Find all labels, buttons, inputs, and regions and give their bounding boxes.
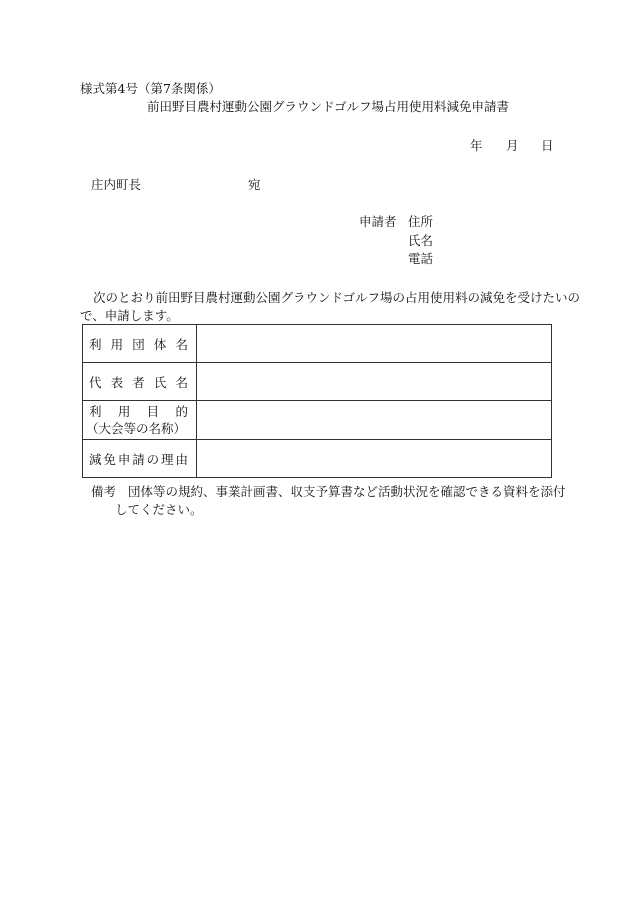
representative-label [83,373,196,391]
purpose-field[interactable] [197,401,552,440]
label-char: 表 [110,374,124,390]
org-name-label-cell [83,325,197,363]
purpose-label [83,403,196,420]
label-char: 的 [175,404,188,419]
applicant-name-label: 氏名 [408,233,434,248]
label-char: 申 [117,451,131,467]
reason-label [83,450,196,468]
label-char: 者 [132,374,145,390]
page-title: 前田野目農村運動公園グラウンドゴルフ場占用使用料減免申請書 [147,99,510,114]
remarks-label: 備考 [91,484,117,499]
label-char: 名 [175,336,188,352]
form-number: 様式第4号（第7条関係） [80,81,221,96]
label-char: 代 [89,374,102,390]
table-row [83,440,552,478]
body-text-line2: で、申請します。 [80,308,179,323]
org-name-label [83,335,196,353]
purpose-label-cell [83,401,197,440]
label-char: 理 [161,451,174,467]
representative-field[interactable] [197,363,552,401]
label-char: 利 [89,404,102,419]
table-row [83,401,552,440]
label-char: 用 [117,404,131,419]
addressee-name: 庄内町長 [91,177,142,192]
applicant-phone-label: 電話 [408,251,434,266]
representative-label-cell [83,363,197,401]
date-day: 日 [541,138,554,153]
addressee-honorific: 宛 [248,177,261,192]
applicant-address-label: 住所 [408,214,434,229]
reason-field[interactable] [197,440,552,478]
label-char: 用 [110,336,124,352]
org-name-field[interactable] [197,325,552,363]
label-char: 請 [132,451,145,467]
label-char: の [146,451,160,467]
reason-label-cell [83,440,197,478]
remarks-line2: してください。 [115,502,203,517]
purpose-sublabel: （大会等の名称） [86,421,187,436]
body-text-line1: 次のとおり前田野目農村運動公園グラウンドゴルフ場の占用使用料の減免を受けたいの [93,290,581,305]
label-char: 目 [146,404,160,419]
date-month: 月 [506,138,519,153]
date-year: 年 [470,138,483,153]
table-row [83,325,552,363]
label-char: 利 [89,336,102,352]
label-char: 免 [103,451,116,467]
remarks-line1: 団体等の規約、事業計画書、収支予算書など活動状況を確認できる資料を添付 [128,484,566,499]
applicant-label: 申請者 [359,214,397,229]
label-char: 氏 [153,374,167,390]
label-char: 体 [153,336,167,352]
application-table [82,324,552,478]
label-char: 減 [89,451,102,467]
label-char: 団 [132,336,145,352]
label-char: 由 [175,451,188,467]
table-row [83,363,552,401]
label-char: 名 [175,374,188,390]
